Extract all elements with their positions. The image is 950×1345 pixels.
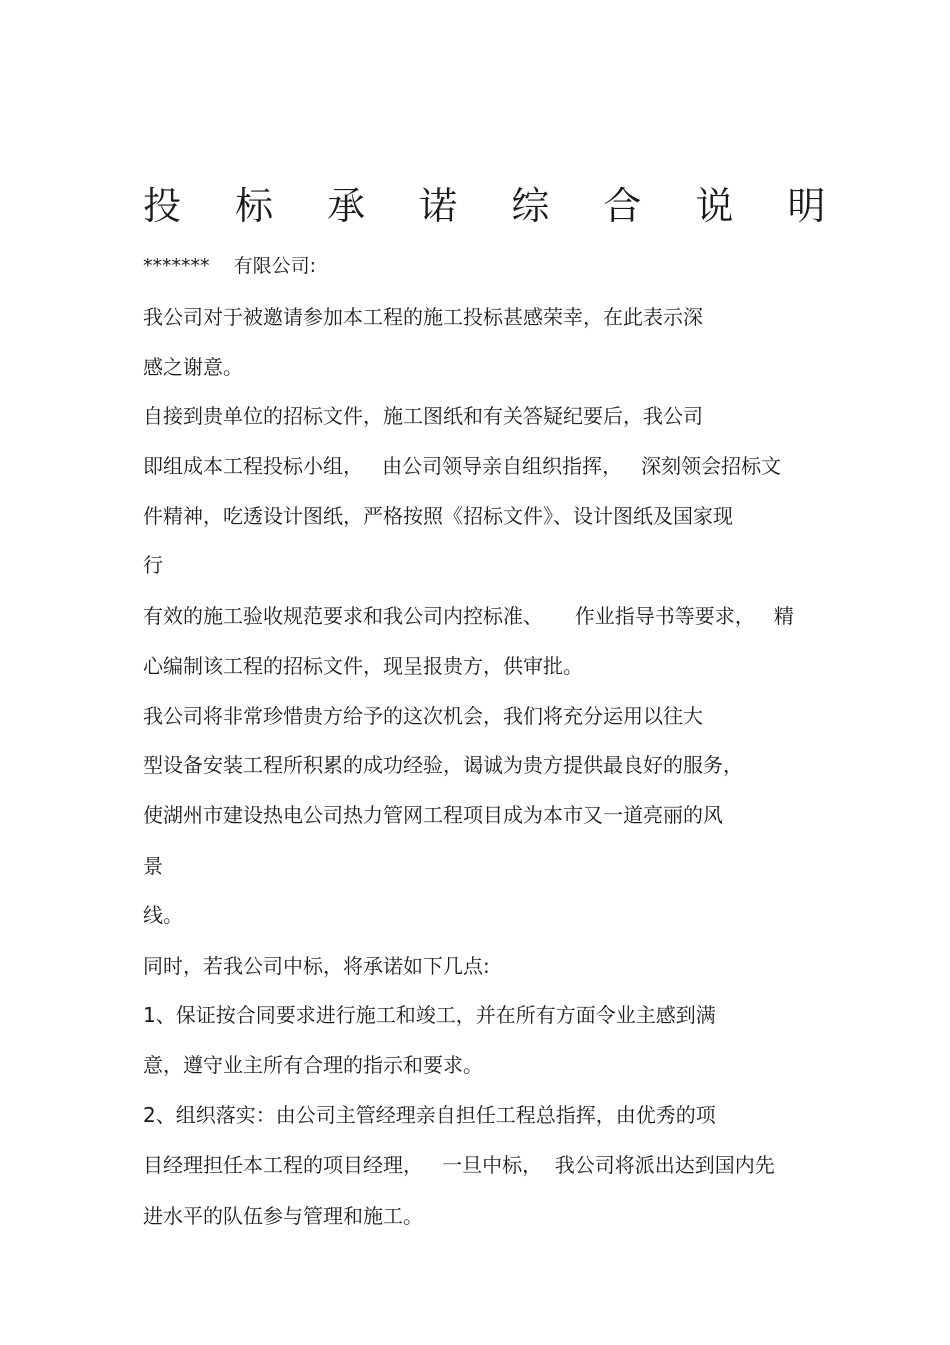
- body-line: 线。: [143, 903, 183, 927]
- body-line: 2、组织落实：由公司主管经理亲自担任工程总指挥，由优秀的项: [143, 1103, 716, 1127]
- body-line: 1、保证按合同要求进行施工和竣工，并在所有方面令业主感到满: [143, 1003, 716, 1027]
- document-title: 投 标 承 诺 综 合 说 明: [143, 184, 847, 228]
- addressee-line: ******* 有限公司:: [143, 255, 317, 277]
- body-line: 使湖州市建设热电公司热力管网工程项目成为本市又一道亮丽的风: [143, 803, 723, 827]
- body-line: 即组成本工程投标小组， 由公司领导亲自组织指挥， 深刻领会招标文: [143, 454, 782, 478]
- body-line: 景: [143, 854, 163, 878]
- body-line: 意，遵守业主所有合理的指示和要求。: [143, 1053, 483, 1077]
- body-line: 有效的施工验收规范要求和我公司内控标准、 作业指导书等要求， 精: [143, 604, 794, 628]
- body-line: 感之谢意。: [143, 355, 243, 379]
- body-line: 型设备安装工程所积累的成功经验，谒诚为贵方提供最良好的服务，: [143, 753, 743, 777]
- body-line: 行: [143, 553, 163, 577]
- body-line: 自接到贵单位的招标文件，施工图纸和有关答疑纪要后，我公司: [143, 404, 703, 428]
- body-line: 件精神，吃透设计图纸，严格按照《招标文件》、设计图纸及国家现: [143, 504, 733, 528]
- body-line: 进水平的队伍参与管理和施工。: [143, 1204, 423, 1228]
- body-line: 目经理担任本工程的项目经理， 一旦中标， 我公司将派出达到国内先: [143, 1153, 775, 1177]
- body-line: 我公司对于被邀请参加本工程的施工投标甚感荣幸，在此表示深: [143, 305, 703, 329]
- body-line: 心编制该工程的招标文件，现呈报贵方，供审批。: [143, 654, 583, 678]
- body-line: 同时，若我公司中标，将承诺如下几点:: [143, 954, 490, 978]
- body-line: 我公司将非常珍惜贵方给予的这次机会，我们将充分运用以往大: [143, 704, 703, 728]
